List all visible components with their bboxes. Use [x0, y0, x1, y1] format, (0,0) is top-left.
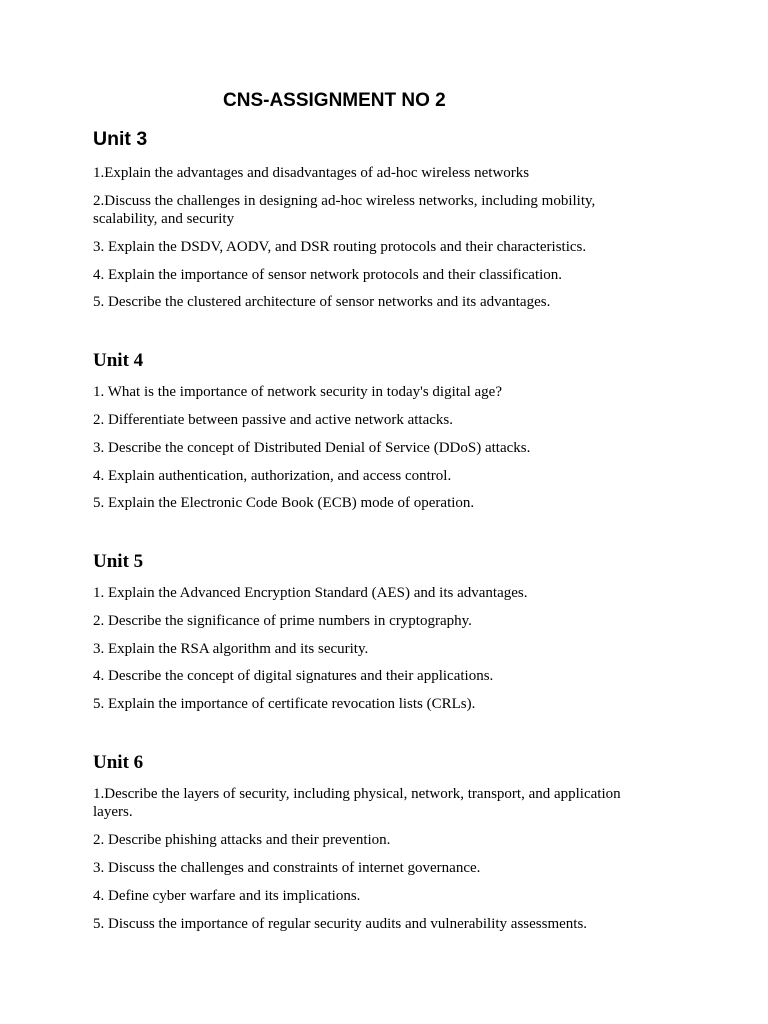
unit-6-heading: Unit 6 — [93, 752, 144, 773]
unit-5-question-1: 1. Explain the Advanced Encryption Standard (AES) and its advantages. — [93, 585, 528, 601]
unit-5-question-2: 2. Describe the significance of prime numbers in cryptography. — [93, 613, 472, 629]
unit-6-question-3: 3. Discuss the challenges and constraints of internet governance. — [93, 860, 481, 876]
unit-6-question-4: 4. Define cyber warfare and its implications. — [93, 888, 361, 904]
unit-4-question-5: 5. Explain the Electronic Code Book (ECB) mode of operation. — [93, 495, 475, 511]
unit-6-question-5: 5. Discuss the importance of regular security audits and vulnerability assessments. — [93, 916, 588, 932]
unit-4-heading: Unit 4 — [93, 350, 144, 371]
unit-4-question-1: 1. What is the importance of network security in today's digital age? — [93, 384, 502, 400]
unit-4-question-3: 3. Describe the concept of Distributed Denial of Service (DDoS) attacks. — [93, 440, 531, 456]
unit-4-question-2: 2. Differentiate between passive and active network attacks. — [93, 412, 453, 428]
unit-6-question-1: 1.Describe the layers of security, including physical, network, transport, and application layers. — [93, 786, 621, 820]
unit-3-question-1: 1.Explain the advantages and disadvantages of ad-hoc wireless networks — [93, 165, 530, 181]
unit-6-question-2: 2. Describe phishing attacks and their prevention. — [93, 832, 391, 848]
unit-3-question-3: 3. Explain the DSDV, AODV, and DSR routing protocols and their characteristics. — [93, 239, 587, 255]
unit-4-question-4: 4. Explain authentication, authorization, and access control. — [93, 468, 452, 484]
document-title: CNS-ASSIGNMENT NO 2 — [223, 90, 446, 111]
unit-5-question-3: 3. Explain the RSA algorithm and its security. — [93, 641, 369, 657]
unit-5-heading: Unit 5 — [93, 551, 144, 572]
unit-3-question-4: 4. Explain the importance of sensor network protocols and their classification. — [93, 267, 563, 283]
unit-3-heading: Unit 3 — [93, 128, 148, 150]
unit-5-question-5: 5. Explain the importance of certificate revocation lists (CRLs). — [93, 696, 476, 712]
unit-5-question-4: 4. Describe the concept of digital signatures and their applications. — [93, 668, 494, 684]
unit-3-question-5: 5. Describe the clustered architecture of sensor networks and its advantages. — [93, 294, 551, 310]
unit-3-question-2: 2.Discuss the challenges in designing ad-hoc wireless networks, including mobility, scalability, and security — [93, 193, 596, 227]
